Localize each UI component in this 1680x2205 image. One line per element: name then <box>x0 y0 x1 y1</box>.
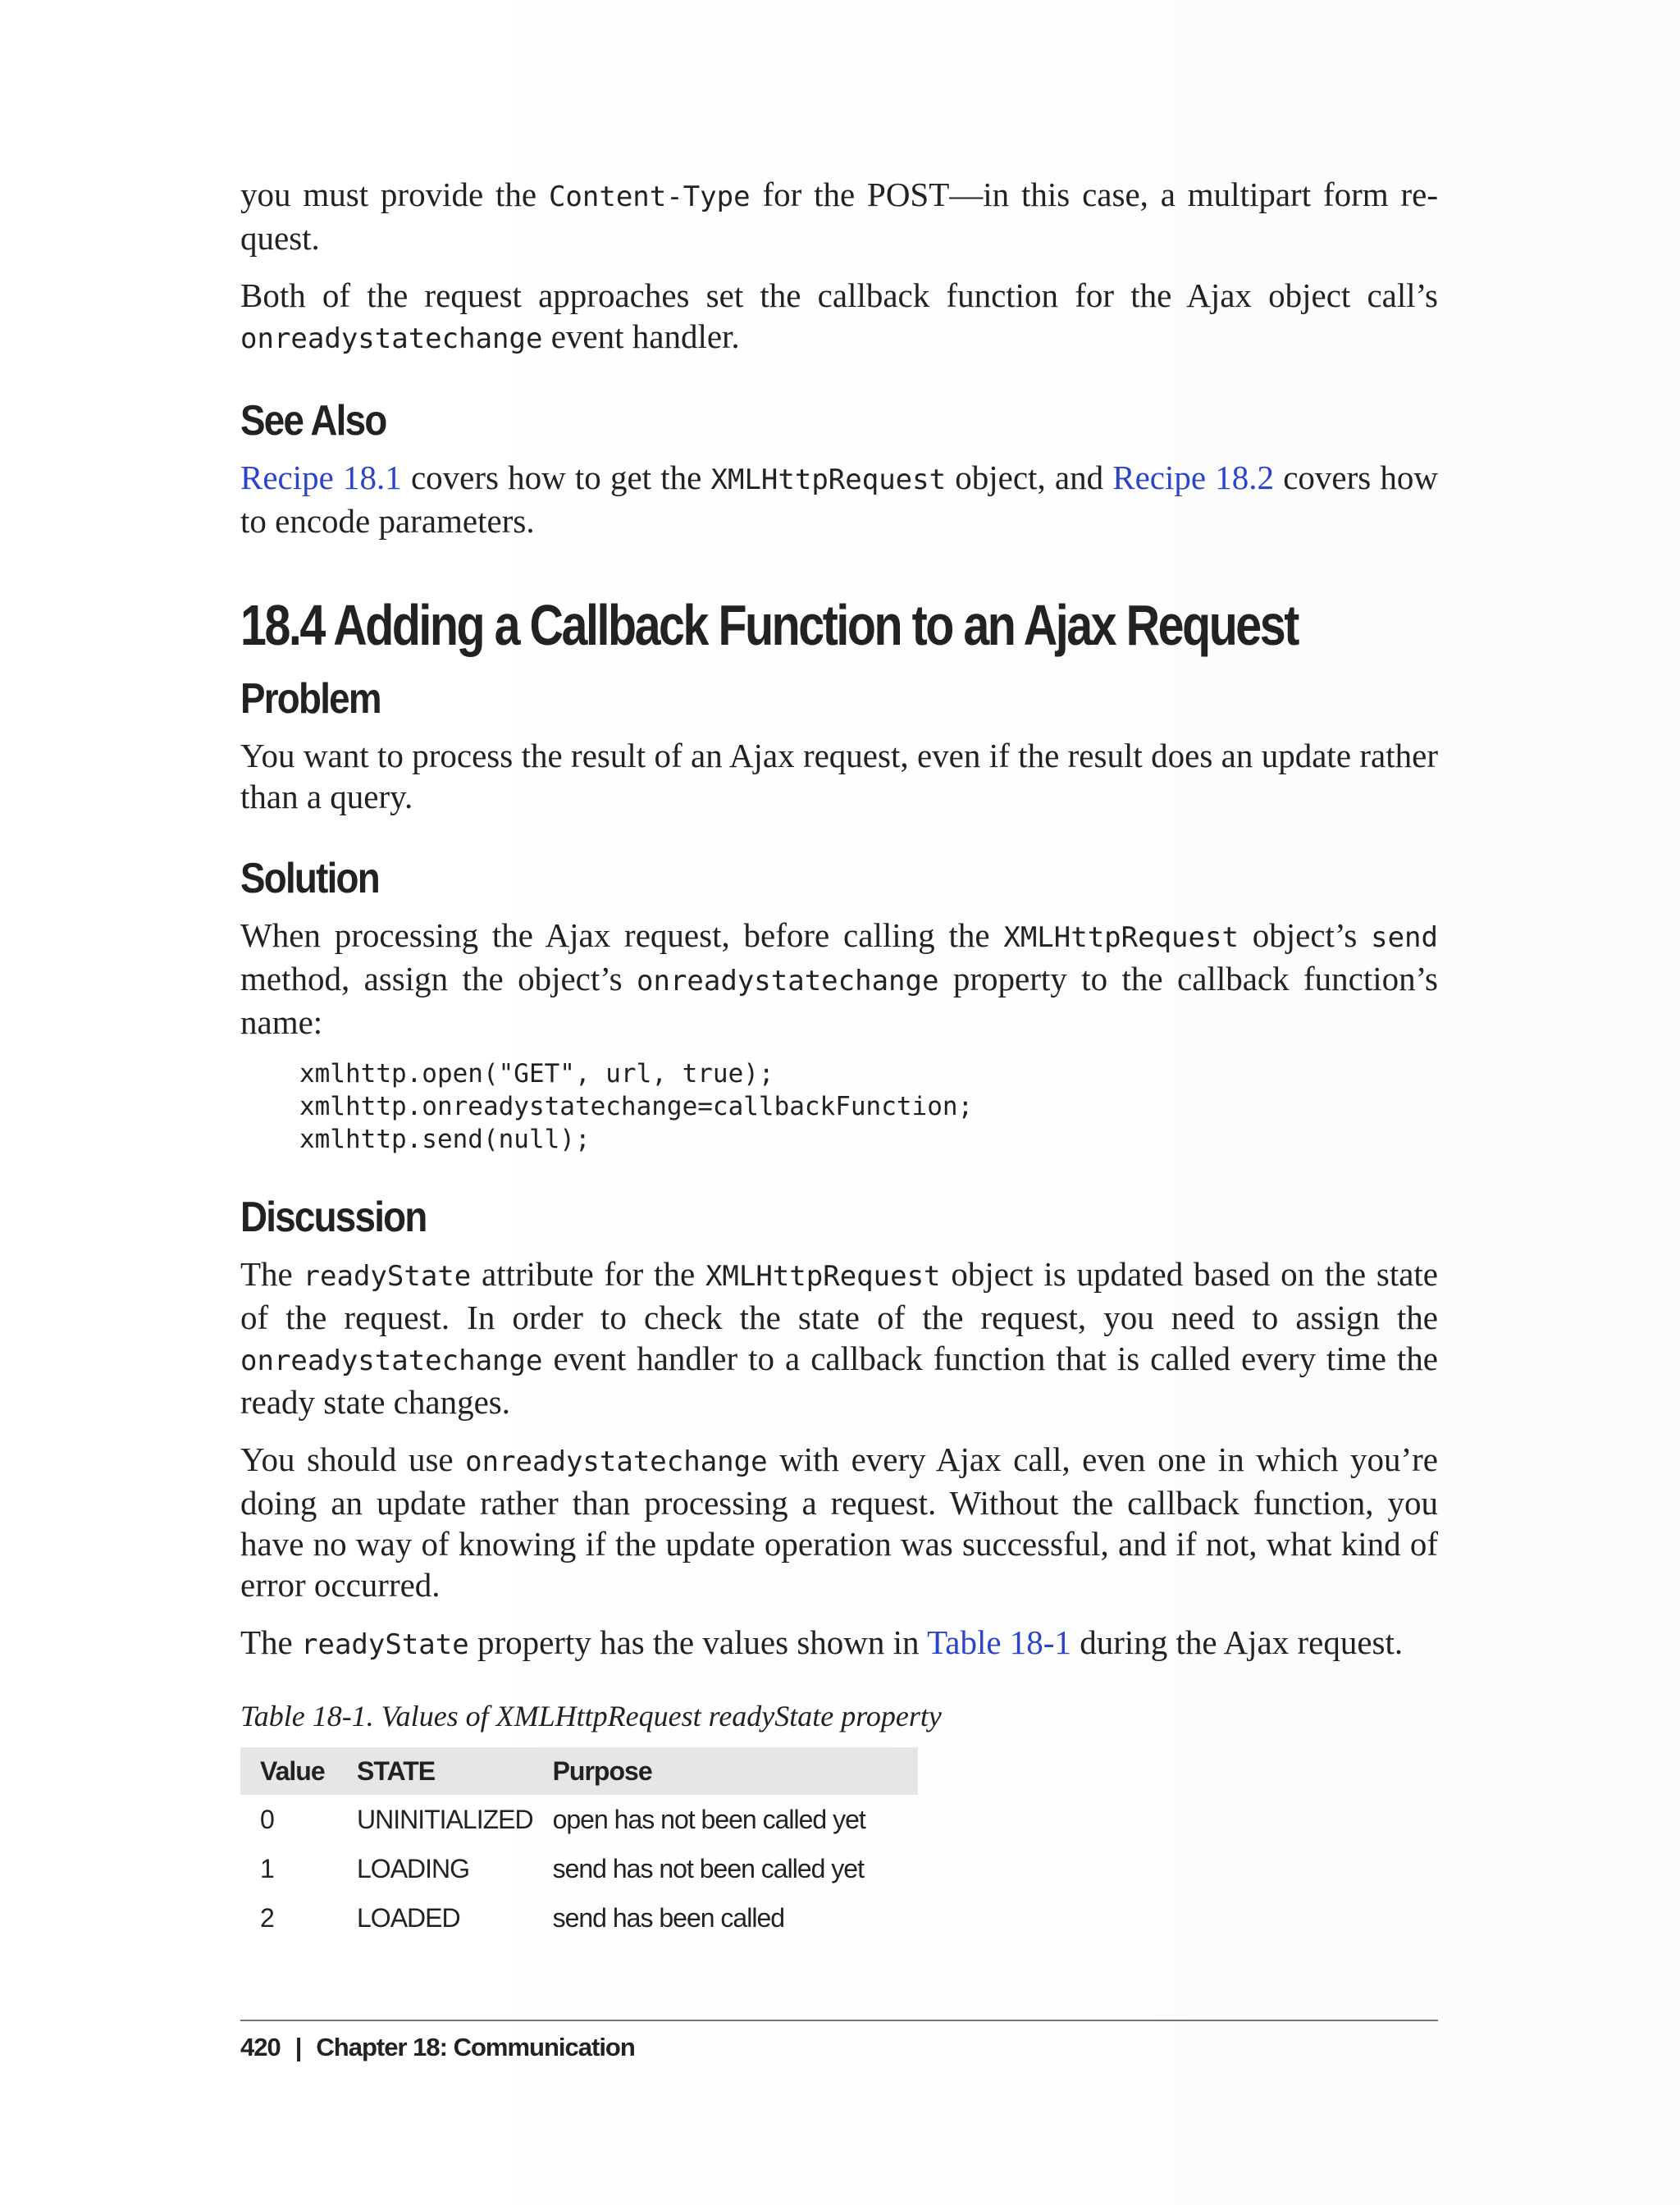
header-state: STATE <box>357 1755 436 1786</box>
cell-purpose: send has been called <box>552 1902 785 1933</box>
intro-paragraph-1: you must provide the Content-Type for the POST—in this case, a multipart form re-quest. <box>240 176 1438 257</box>
see-also-heading: See Also <box>240 397 386 445</box>
discussion-heading: Discussion <box>240 1194 427 1241</box>
problem-paragraph: You want to process the result of an Ajax request, even if the result does an update rather than a query. <box>240 737 1438 815</box>
cell-purpose: open has not been called yet <box>552 1804 865 1834</box>
discussion-paragraph-1: The readyState attribute for the XMLHttpRequest object is updated based on the state of the request. In order to check the state of the request, you need to assign the onreadystatechange event handler to a callback function that is called every time the ready state changes. <box>240 1255 1438 1421</box>
inline-code: onreadystatechange <box>240 1344 543 1377</box>
cell-value: 1 <box>260 1853 274 1883</box>
inline-code: XMLHttpRequest <box>710 463 947 496</box>
header-value: Value <box>260 1755 325 1786</box>
problem-heading: Problem <box>240 675 381 723</box>
discussion-paragraph-3: The readyState property has the values shown in Table 18-1 during the Ajax request. <box>240 1623 1404 1661</box>
section-title: 18.4 Adding a Callback Function to an Ajax Request <box>240 593 1298 657</box>
inline-code: send <box>1371 921 1438 954</box>
page-number: 420 <box>240 2033 281 2061</box>
see-also-paragraph: Recipe 18.1 covers how to get the XMLHttpRequest object, and Recipe 18.2 covers how to encode parameters. <box>240 459 1438 540</box>
recipe-18-1-link[interactable]: Recipe 18.1 <box>240 459 402 496</box>
table-18-1-link[interactable]: Table 18-1 <box>927 1623 1071 1661</box>
discussion-paragraph-2: You should use onreadystatechange with every Ajax call, even one in which you’re doing an update rather than processing a request. Without the callback function, you have no way of knowing if the update operation was successful, and if not, what kind of error occurred. <box>240 1440 1438 1604</box>
footer-divider <box>240 2020 1438 2021</box>
cell-state: LOADING <box>357 1853 470 1883</box>
chapter-label: Chapter 18: Communication <box>316 2033 635 2061</box>
table-row <box>240 1893 918 1942</box>
table-row <box>240 1844 918 1893</box>
cell-purpose: send has not been called yet <box>552 1853 864 1883</box>
intro-paragraph-2: Both of the request approaches set the callback function for the Ajax object call’s onreadystatechange event handler. <box>240 276 1438 355</box>
page-footer <box>240 2029 635 2066</box>
header-purpose: Purpose <box>552 1755 652 1786</box>
inline-code: onreadystatechange <box>240 322 543 355</box>
code-line: xmlhttp.onreadystatechange=callbackFunction; <box>299 1092 974 1121</box>
inline-code: onreadystatechange <box>637 965 939 998</box>
code-line: xmlhttp.send(null); <box>299 1125 591 1154</box>
cell-state: LOADED <box>357 1902 460 1933</box>
page-content <box>240 174 1438 1942</box>
table-header-row <box>240 1747 918 1795</box>
readystate-table <box>240 1747 918 1942</box>
code-line: xmlhttp.open("GET", url, true); <box>299 1059 774 1089</box>
inline-code: Content-Type <box>548 180 751 213</box>
inline-code: onreadystatechange <box>465 1445 768 1478</box>
footer-separator: | <box>294 2033 302 2061</box>
inline-code: readyState <box>301 1628 469 1661</box>
inline-code: readyState <box>303 1260 472 1293</box>
inline-code: XMLHttpRequest <box>1003 921 1239 954</box>
cell-value: 2 <box>260 1902 274 1933</box>
cell-state: UNINITIALIZED <box>357 1804 533 1834</box>
code-block <box>299 1057 1438 1156</box>
cell-value: 0 <box>260 1804 274 1834</box>
solution-paragraph: When processing the Ajax request, before calling the XMLHttpRequest object’s send method, assign the object’s onreadystatechange property to the callback function’s name: <box>240 916 1438 1041</box>
inline-code: XMLHttpRequest <box>705 1260 941 1293</box>
table-row <box>240 1795 918 1844</box>
recipe-18-2-link[interactable]: Recipe 18.2 <box>1112 459 1275 496</box>
solution-heading: Solution <box>240 855 379 902</box>
table-caption: Table 18-1. Values of XMLHttpRequest readyState property <box>240 1700 942 1732</box>
